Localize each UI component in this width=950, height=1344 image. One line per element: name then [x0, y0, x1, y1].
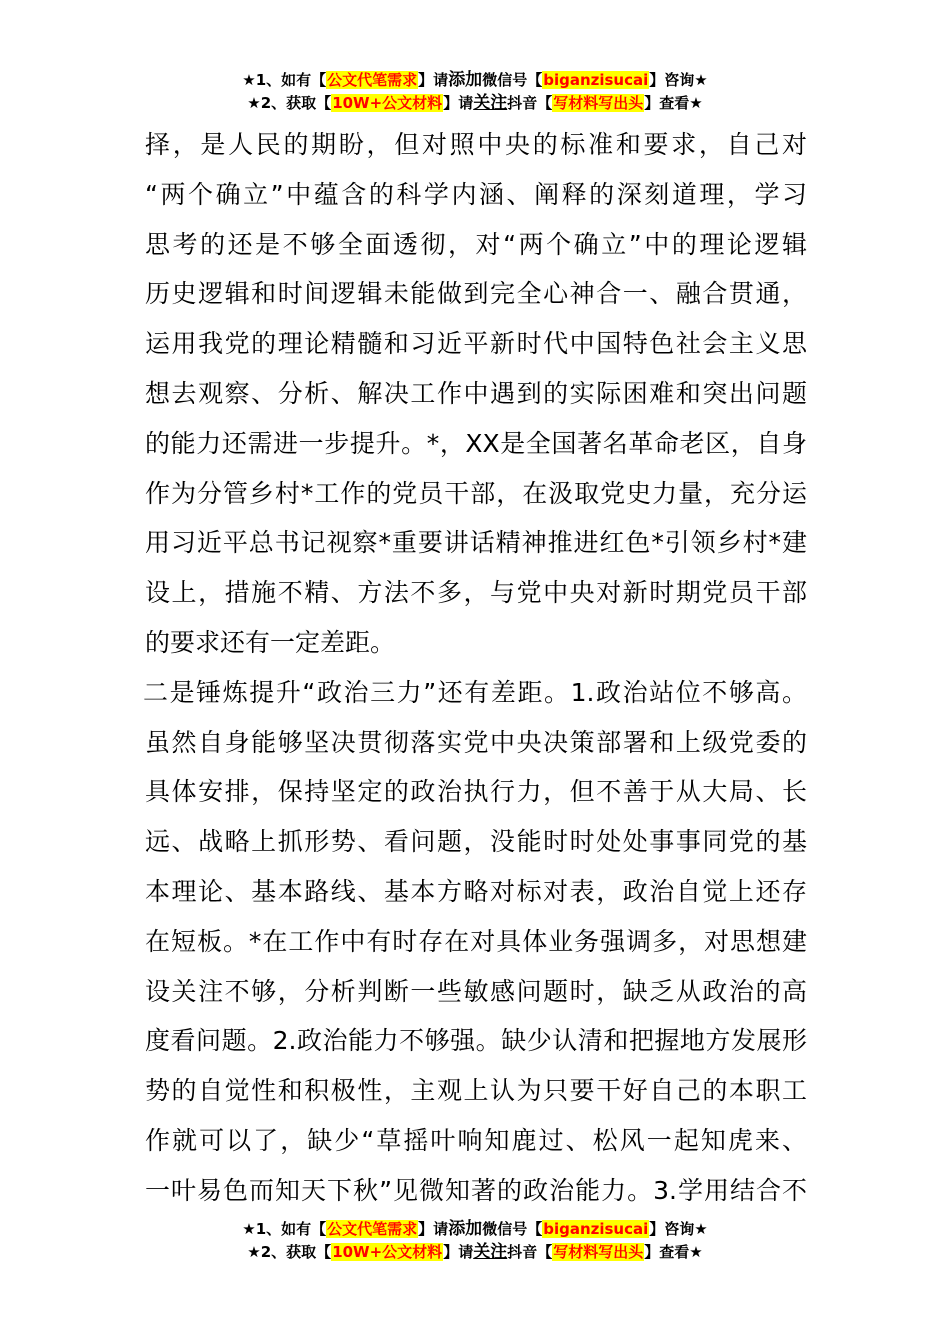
highlight-douyin-id: 写材料写出头	[553, 1243, 644, 1261]
body-line: 势的自觉性和积极性，主观上认为只要干好自己的本职工	[145, 1076, 807, 1106]
body-line: 作就可以了，缺少“草摇叶响知鹿过、松风一起知虎来、	[145, 1125, 807, 1155]
body-line: 远、战略上抓形势、看问题，没能时时处处事事同党的基	[145, 827, 807, 857]
body-line: 度看问题。2.政治能力不够强。缺少认清和把握地方发展形	[145, 1026, 807, 1056]
highlight-materials: 10W+公文材料	[332, 1243, 443, 1261]
section-heading-line: 二是锤炼提升“政治三力”还有差距。1.政治站位不够高。	[143, 677, 807, 707]
banner-line-1: ★1、如有【公文代笔需求】请添加微信号【biganzisucai】咨询★	[242, 1219, 708, 1239]
body-line: 一叶易色而知天下秋”见微知著的政治能力。3.学用结合不	[145, 1175, 807, 1205]
body-line: 虽然自身能够坚决贯彻落实党中央决策部署和上级党委的	[145, 727, 807, 757]
body-line: 想去观察、分析、解决工作中遇到的实际困难和突出问题	[145, 378, 807, 408]
highlight-douyin-id: 写材料写出头	[553, 94, 644, 112]
body-line: 设关注不够，分析判断一些敏感问题时，缺乏从政治的高	[145, 976, 807, 1006]
highlight-wechat-id: biganzisucai	[543, 1220, 649, 1238]
body-line: 历史逻辑和时间逻辑未能做到完全心神合一、融合贯通，	[145, 279, 807, 309]
highlight-wechat-id: biganzisucai	[543, 71, 649, 89]
body-line: “两个确立”中蕴含的科学内涵、阐释的深刻道理，学习	[145, 179, 807, 209]
highlight-service: 公文代笔需求	[327, 71, 418, 89]
body-line: 本理论、基本路线、基本方略对标对表，政治自觉上还存	[145, 876, 807, 906]
body-line: 的能力还需进一步提升。*，XX是全国著名革命老区，自身	[145, 428, 807, 458]
body-line: 运用我党的理论精髓和习近平新时代中国特色社会主义思	[145, 329, 807, 359]
banner-line-2: ★2、获取【10W+公文材料】请关注抖音【写材料写出头】查看★	[247, 1242, 703, 1262]
body-line: 思考的还是不够全面透彻，对“两个确立”中的理论逻辑	[145, 229, 807, 259]
body-line: 的要求还有一定差距。	[145, 627, 396, 657]
body-line: 在短板。*在工作中有时存在对具体业务强调多，对思想建	[145, 926, 807, 956]
body-line: 作为分管乡村*工作的党员干部，在汲取党史力量，充分运	[145, 478, 807, 508]
banner-line-2: ★2、获取【10W+公文材料】请关注抖音【写材料写出头】查看★	[247, 93, 703, 113]
banner-line-1: ★1、如有【公文代笔需求】请添加微信号【biganzisucai】咨询★	[242, 70, 708, 90]
highlight-materials: 10W+公文材料	[332, 94, 443, 112]
document-body	[145, 120, 807, 1216]
body-line: 择，是人民的期盼，但对照中央的标准和要求，自己对	[145, 130, 807, 159]
header-banner	[0, 69, 950, 115]
highlight-service: 公文代笔需求	[327, 1220, 418, 1238]
body-line: 用习近平总书记视察*重要讲话精神推进红色*引领乡村*建	[145, 528, 807, 558]
body-line: 设上，措施不精、方法不多，与党中央对新时期党员干部	[145, 578, 807, 608]
footer-banner	[0, 1218, 950, 1264]
body-line: 具体安排，保持坚定的政治执行力，但不善于从大局、长	[145, 777, 807, 807]
